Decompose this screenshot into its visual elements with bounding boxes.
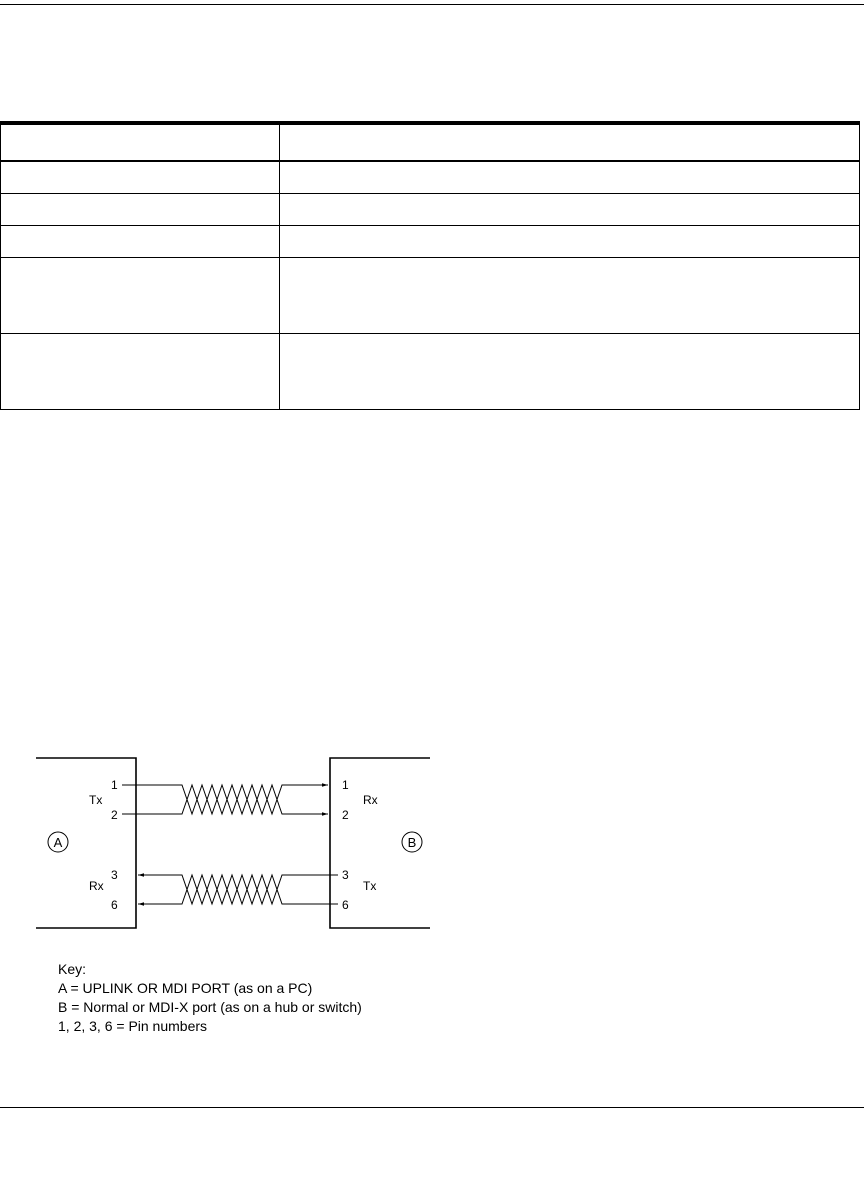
port-b-label: B: [407, 835, 417, 850]
table-header-cell: [280, 123, 860, 161]
crossover-wiring-diagram: [0, 740, 440, 940]
right-tx-label: Tx: [363, 879, 377, 893]
port-a-label: A: [53, 835, 63, 850]
device-a-outline: [36, 758, 136, 928]
pin-label-left-1: 1: [111, 778, 118, 792]
page-top-rule: [0, 4, 864, 5]
table-cell: [280, 193, 860, 225]
pin-label-right-6: 6: [342, 898, 349, 912]
table-row: [1, 225, 860, 257]
pin-label-right-2: 2: [342, 808, 349, 822]
pin-label-left-2: 2: [111, 808, 118, 822]
table-cell: [1, 257, 280, 333]
key-title: Key:: [58, 961, 87, 977]
table-header-cell: [1, 123, 280, 161]
table-cell: [280, 161, 860, 193]
page-bottom-rule: [0, 1107, 864, 1108]
table-cell: [1, 333, 280, 409]
key-line: 1, 2, 3, 6 = Pin numbers: [58, 1018, 208, 1034]
table-row: [1, 257, 860, 333]
right-rx-label: Rx: [363, 793, 378, 807]
pin-label-left-3: 3: [111, 868, 118, 882]
pin-label-left-6: 6: [111, 898, 118, 912]
table-cell: [280, 225, 860, 257]
pin-label-right-3: 3: [342, 868, 349, 882]
table-cell: [280, 333, 860, 409]
left-tx-label: Tx: [89, 793, 103, 807]
table-row: [1, 193, 860, 225]
port-b-circle: [402, 832, 422, 852]
key-line: B = Normal or MDI-X port (as on a hub or switch): [58, 999, 362, 1015]
diagram-key: [58, 960, 362, 1036]
left-rx-label: Rx: [89, 879, 104, 893]
port-a-circle: [48, 832, 68, 852]
top-twisted-pair: [122, 785, 328, 814]
table-cell: [280, 257, 860, 333]
table-header-row: [1, 123, 860, 161]
table-row: [1, 161, 860, 193]
bottom-twisted-pair: [138, 875, 338, 904]
table-cell: [1, 225, 280, 257]
table-cell: [1, 161, 280, 193]
key-line: A = UPLINK OR MDI PORT (as on a PC): [58, 980, 313, 996]
table-cell: [1, 193, 280, 225]
specification-table: [0, 121, 860, 410]
pin-label-right-1: 1: [342, 778, 349, 792]
table-row: [1, 333, 860, 409]
